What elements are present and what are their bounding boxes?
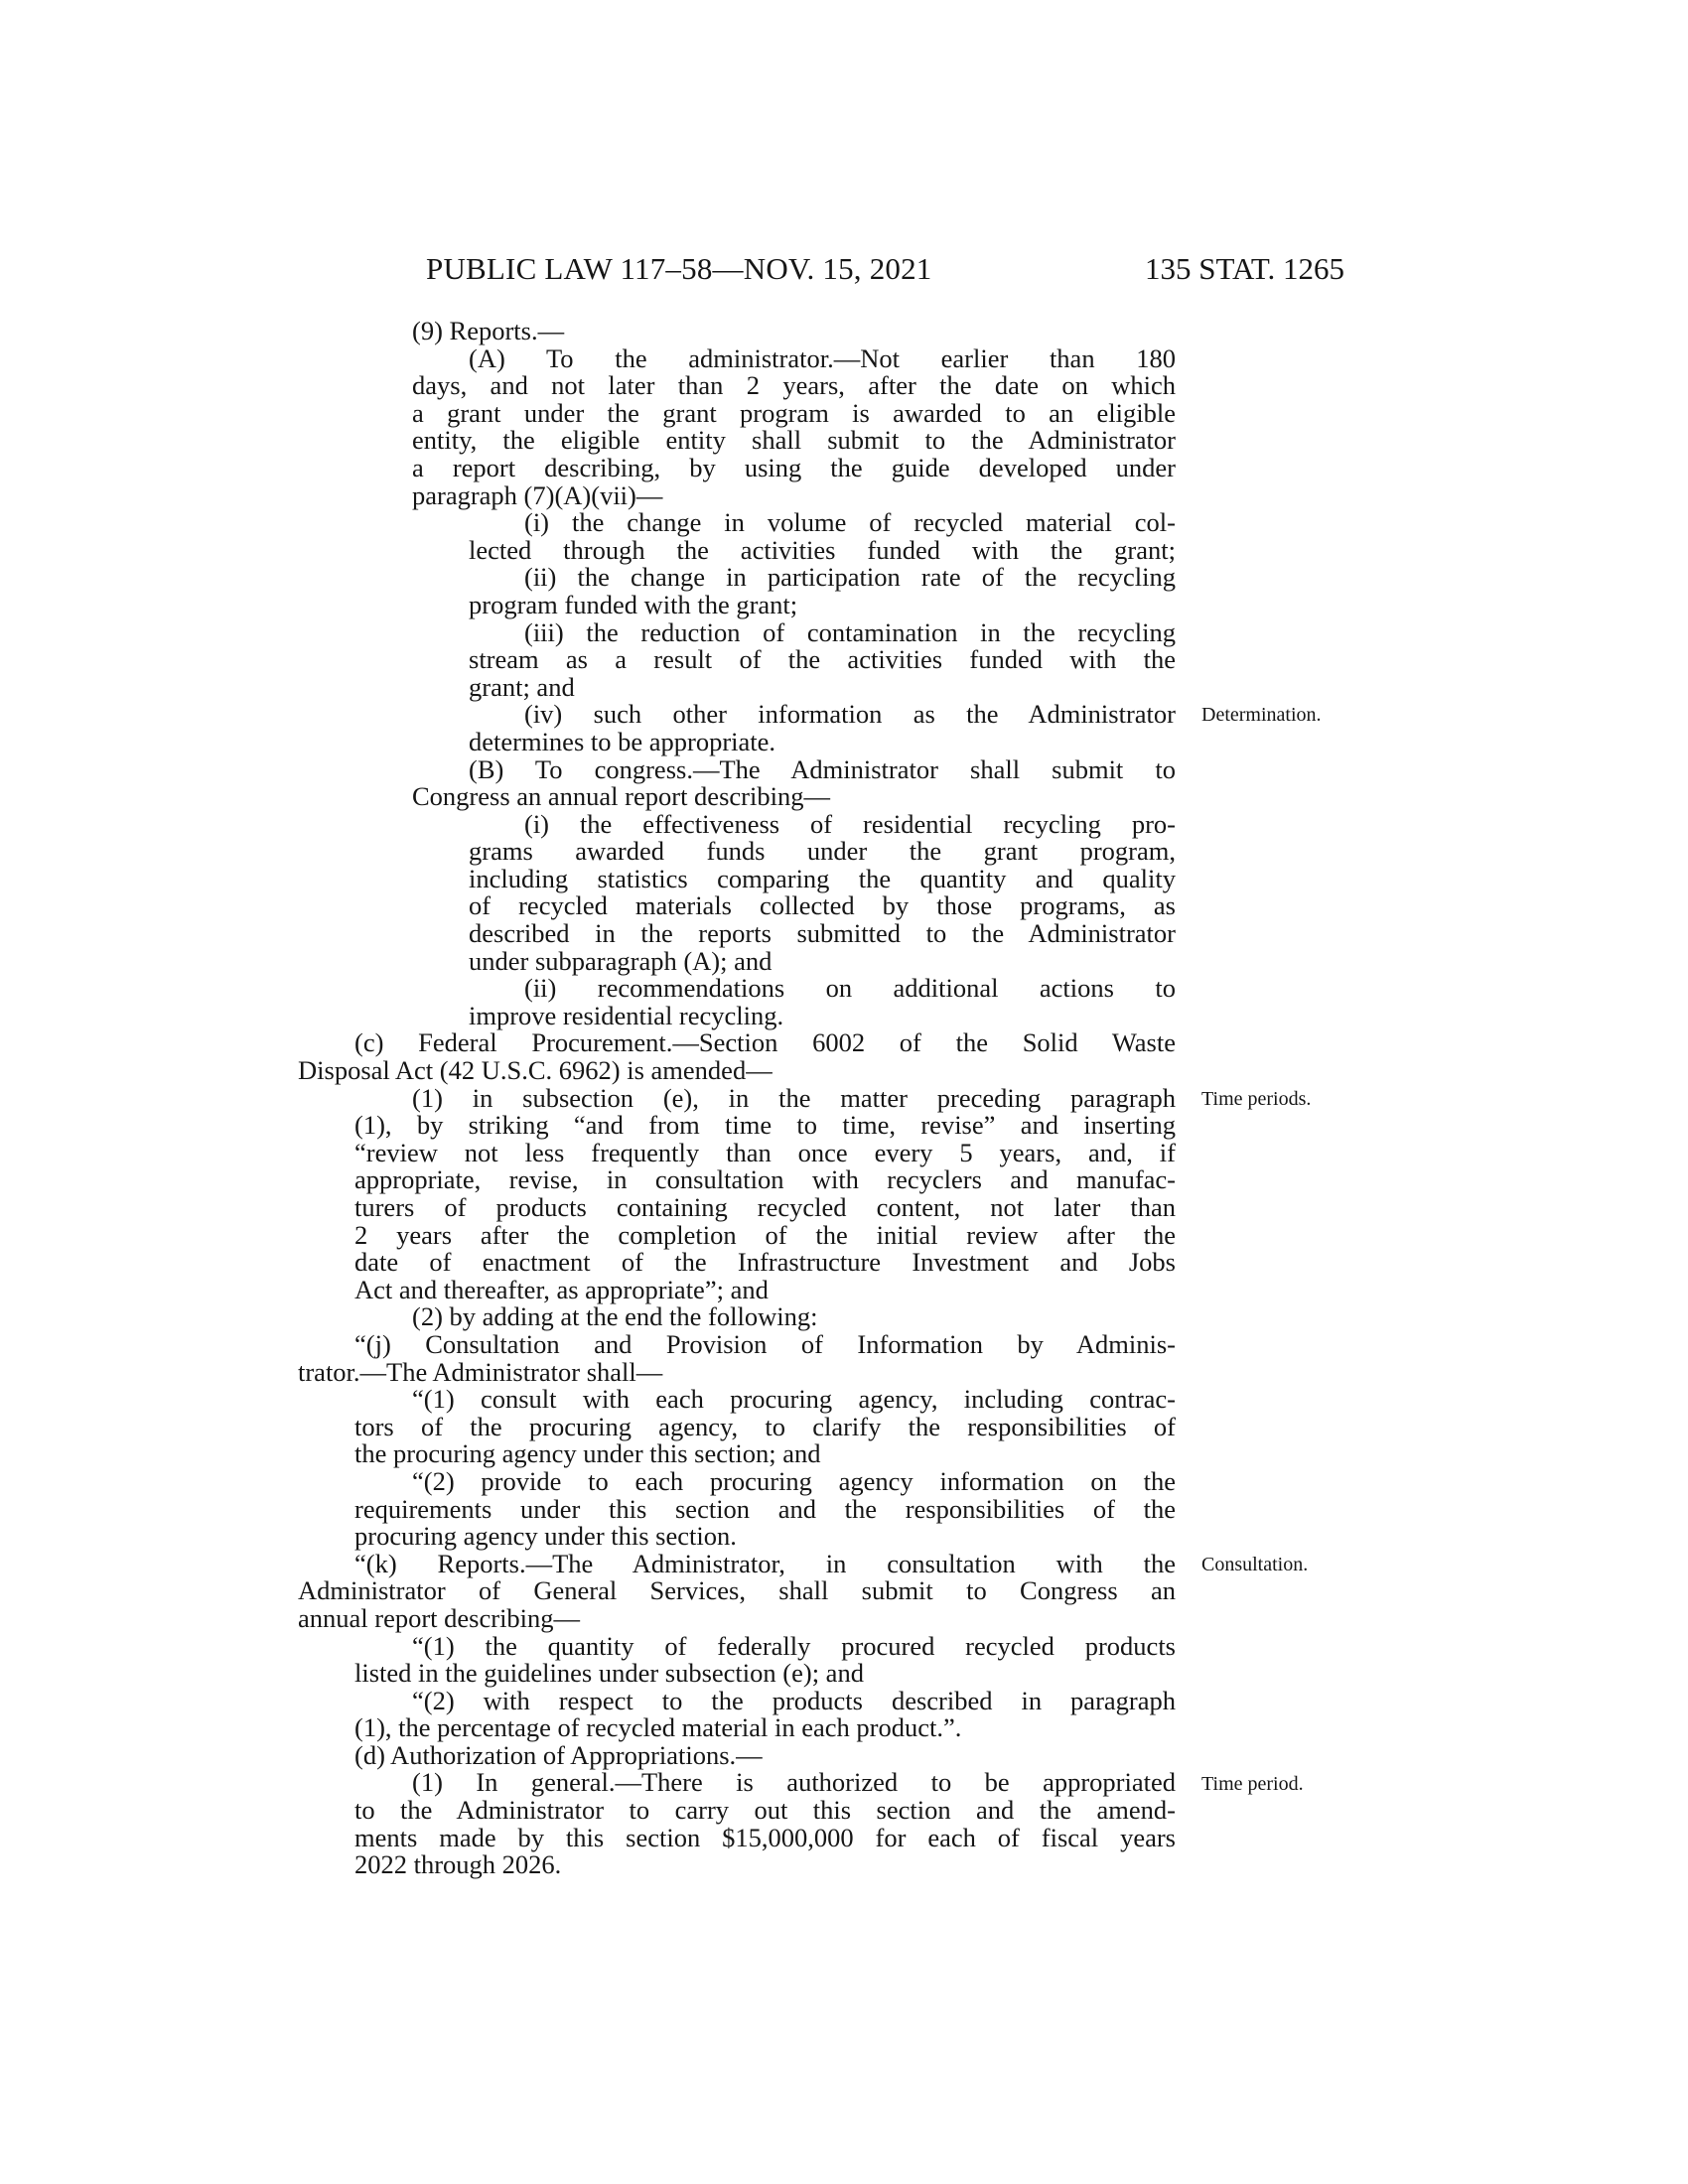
text-line: (ii) the change in participation rate of the recycling xyxy=(524,562,1176,593)
running-header-page-citation: 135 STAT. 1265 xyxy=(1145,251,1345,286)
text-line: “review not less frequently than once every 5 years, and, if xyxy=(354,1137,1176,1167)
text-line: (iii) the reduction of contamination in the recycling xyxy=(524,616,1176,647)
running-header-title: PUBLIC LAW 117–58—NOV. 15, 2021 xyxy=(426,251,932,286)
text-line: (1), by striking “and from time to time, revise” and inserting xyxy=(354,1110,1176,1141)
text-line: “(j) Consultation and Provision of Information by Adminis- xyxy=(354,1328,1176,1359)
text-line: 2 years after the completion of the initial review after the xyxy=(354,1219,1176,1250)
text-line: (1), the percentage of recycled material in each product.”. xyxy=(354,1712,962,1743)
text-line: program funded with the grant; xyxy=(469,589,798,619)
text-line: “(2) provide to each procuring agency information on the xyxy=(412,1465,1176,1496)
text-line: (1) in subsection (e), in the matter preceding paragraph xyxy=(412,1082,1176,1113)
text-line: “(k) Reports.—The Administrator, in consultation with the xyxy=(354,1548,1176,1578)
text-line: turers of products containing recycled content, not later than xyxy=(354,1192,1176,1222)
text-line: “(1) the quantity of federally procured recycled products xyxy=(412,1630,1176,1661)
text-line: a grant under the grant program is awarded to an eligible xyxy=(412,397,1176,428)
text-line: lected through the activities funded with the grant; xyxy=(469,534,1176,565)
text-line: trator.—The Administrator shall— xyxy=(298,1356,663,1387)
text-line: grant; and xyxy=(469,671,575,702)
text-line: tors of the procuring agency, to clarify the responsibilities of xyxy=(354,1411,1176,1441)
text-line: (ii) recommendations on additional actions to xyxy=(524,973,1176,1004)
text-line: the procuring agency under this section; and xyxy=(354,1438,821,1469)
text-line: determines to be appropriate. xyxy=(469,726,776,756)
text-line: entity, the eligible entity shall submit to the Administrator xyxy=(412,425,1176,456)
text-line: listed in the guidelines under subsection (e); and xyxy=(354,1658,864,1689)
text-line: paragraph (7)(A)(vii)— xyxy=(412,479,663,510)
margin-note: Time period. xyxy=(1201,1772,1304,1795)
text-line: (i) the change in volume of recycled material col- xyxy=(524,507,1176,538)
text-line: including statistics comparing the quantity and quality xyxy=(469,863,1176,893)
margin-note: Determination. xyxy=(1201,704,1322,727)
text-line: (A) To the administrator.—Not earlier than 180 xyxy=(469,342,1176,373)
text-line: (9) Reports.— xyxy=(412,316,565,345)
text-line: appropriate, revise, in consultation with recyclers and manufac- xyxy=(354,1164,1176,1195)
text-line: (d) Authorization of Appropriations.— xyxy=(354,1739,763,1770)
text-line: described in the reports submitted to the Administrator xyxy=(469,918,1176,949)
text-line: date of enactment of the Infrastructure Investment and Jobs xyxy=(354,1247,1176,1278)
text-line: Disposal Act (42 U.S.C. 6962) is amended— xyxy=(298,1055,773,1086)
text-line: annual report describing— xyxy=(298,1602,581,1633)
text-line: “(1) consult with each procuring agency, including contrac- xyxy=(412,1384,1176,1415)
text-line: (2) by adding at the end the following: xyxy=(412,1301,818,1332)
text-line: under subparagraph (A); and xyxy=(469,945,773,976)
text-line: days, and not later than 2 years, after the date on which xyxy=(412,370,1176,401)
text-line: of recycled materials collected by those programs, as xyxy=(469,890,1176,921)
text-line: (i) the effectiveness of residential recycling pro- xyxy=(524,808,1176,839)
text-line: Administrator of General Services, shall submit to Congress an xyxy=(298,1575,1176,1606)
text-line: (1) In general.—There is authorized to be appropriated xyxy=(412,1767,1176,1798)
text-line: procuring agency under this section. xyxy=(354,1521,737,1552)
text-line: “(2) with respect to the products described in paragraph xyxy=(412,1685,1176,1715)
text-line: (iv) such other information as the Administrator xyxy=(524,699,1176,730)
text-line: ments made by this section $15,000,000 for each of fiscal years xyxy=(354,1822,1176,1852)
statute-text-body xyxy=(298,318,1176,1879)
text-line: grams awarded funds under the grant program, xyxy=(469,836,1176,867)
text-line: a report describing, by using the guide developed under xyxy=(412,452,1176,482)
text-line: improve residential recycling. xyxy=(469,1000,784,1030)
margin-note: Time periods. xyxy=(1201,1087,1312,1110)
text-line: to the Administrator to carry out this section and the amend- xyxy=(354,1795,1176,1826)
text-line: 2022 through 2026. xyxy=(354,1849,562,1880)
margin-note: Consultation. xyxy=(1201,1554,1309,1575)
text-line: Act and thereafter, as appropriate”; and xyxy=(354,1274,769,1304)
text-line: stream as a result of the activities funded with the xyxy=(469,644,1176,675)
text-line: Congress an annual report describing— xyxy=(412,781,830,812)
text-line: (B) To congress.—The Administrator shall submit to xyxy=(469,753,1176,784)
text-line: requirements under this section and the responsibilities of the xyxy=(354,1493,1176,1524)
text-line: (c) Federal Procurement.—Section 6002 of the Solid Waste xyxy=(354,1027,1176,1058)
